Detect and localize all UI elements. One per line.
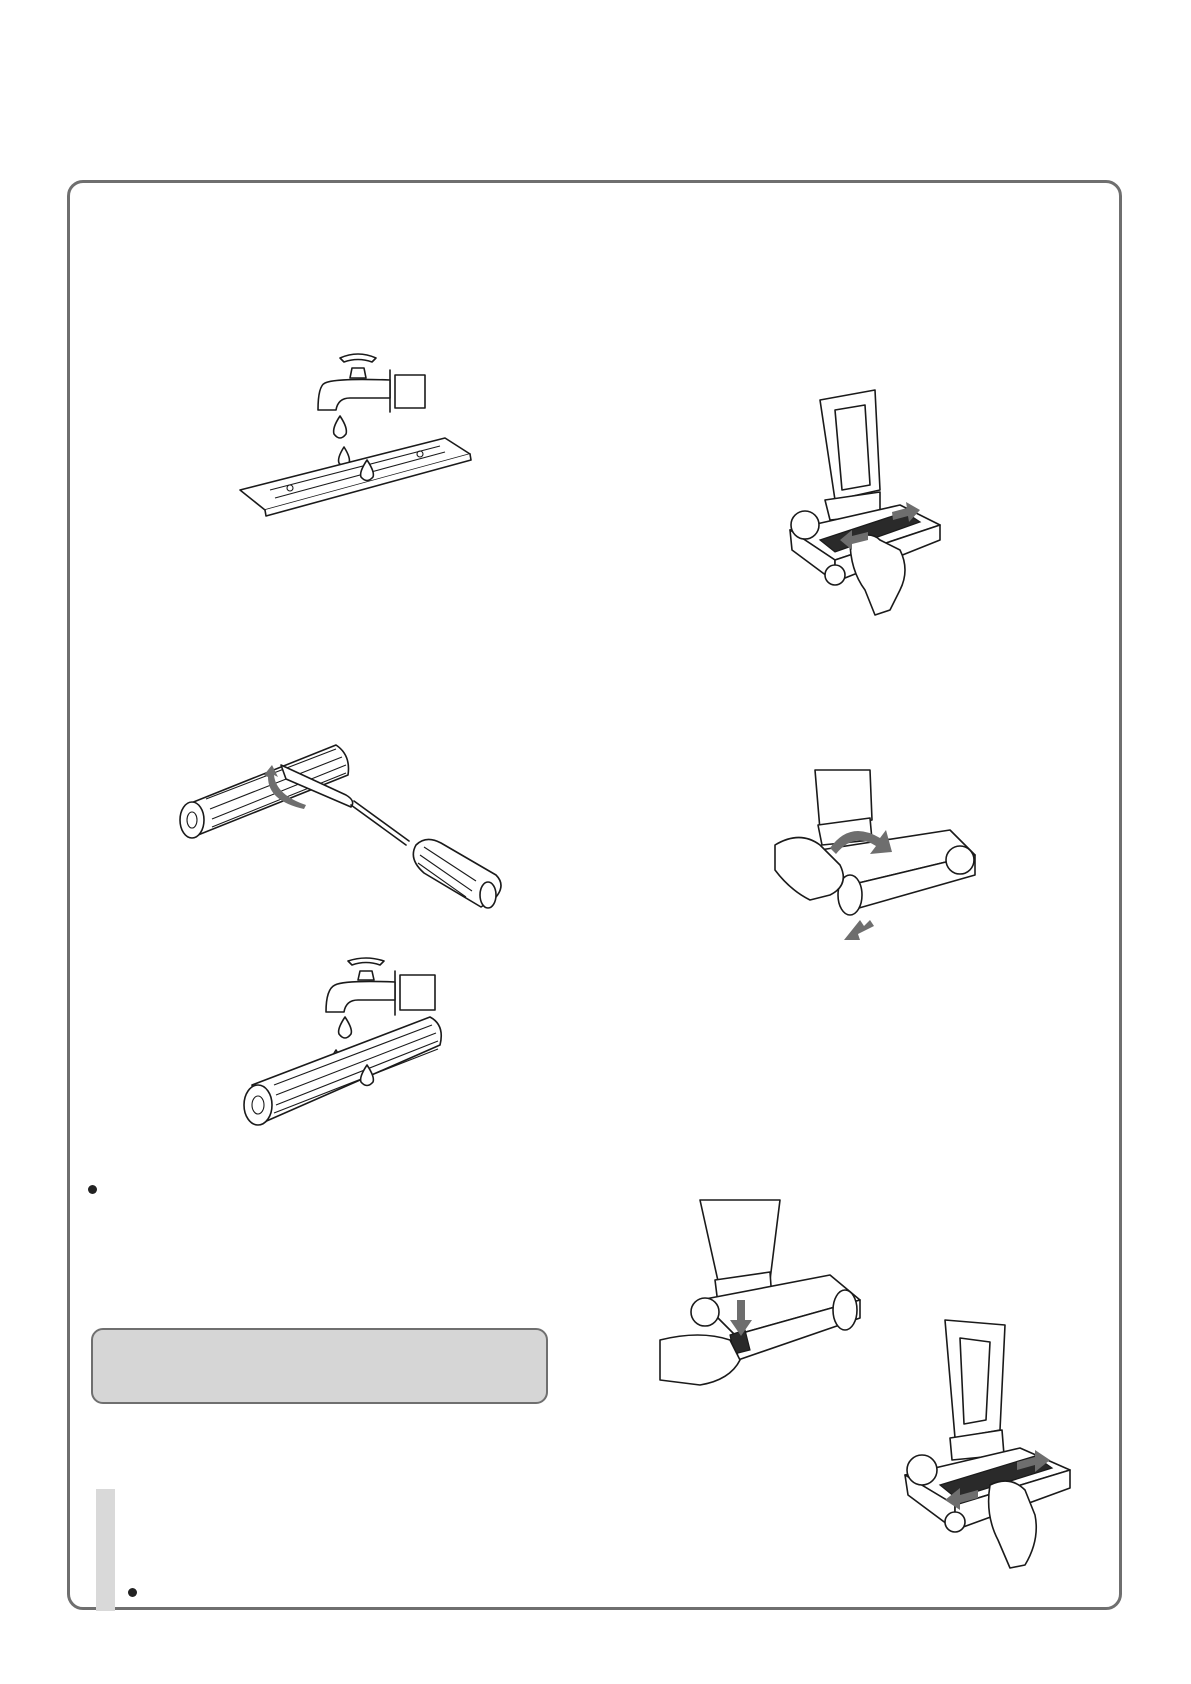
roller-rinse-illustration	[240, 955, 450, 1155]
reattach-cover-illustration	[900, 1320, 1090, 1570]
vacuum-handle-icon	[820, 390, 880, 520]
vacuum-handle-icon	[945, 1320, 1005, 1460]
faucet-icon	[318, 354, 425, 412]
note-box	[91, 1328, 548, 1404]
water-drop-icon	[334, 416, 347, 438]
tray-icon	[240, 438, 471, 516]
remove-brush-cover-illustration	[780, 390, 960, 620]
remove-roller-illustration	[760, 770, 990, 950]
faucet-icon	[326, 958, 435, 1015]
insert-roller-illustration	[660, 1200, 880, 1390]
spare-roller-icon	[413, 839, 501, 908]
bullet-point	[128, 1588, 137, 1597]
hand-icon	[660, 1335, 740, 1385]
side-marker	[96, 1489, 115, 1611]
tray-rinse-illustration	[240, 350, 490, 540]
bullet-point	[88, 1185, 97, 1194]
roller-cleaning-tool-illustration	[176, 735, 516, 915]
arrow-down-left-icon	[844, 920, 874, 940]
water-drop-icon	[339, 1017, 352, 1038]
